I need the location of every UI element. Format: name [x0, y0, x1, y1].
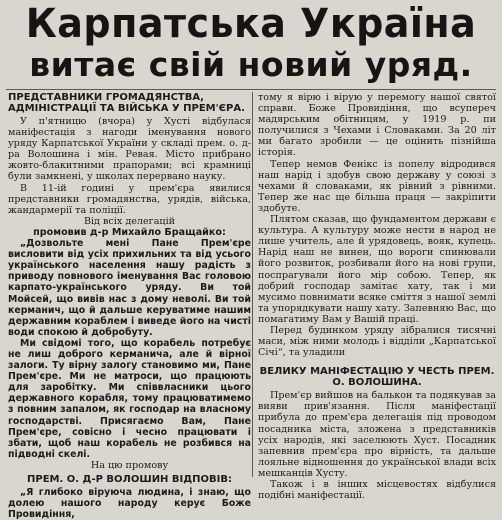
right-paragraph-1: тому я вірю і вірую у перемогу нашої святої справи. Боже Провидіння, що всупереч мадярським обітницям, у 1919 р. пи получилися з Чехами і Словаками. За 20 літ ми багато зробили — це оцінить пізнійша історія. — [258, 92, 496, 159]
left-subhead-2: ПРЕМ. О. Д-Р ВОЛОШИН ВІДПОВІВ: — [27, 474, 232, 485]
column-divider — [252, 92, 253, 477]
right-paragraph-3: Плятом сказав, що фундаментом держави є культура. А культуру може нести в народ не лише учитель, але й урядовець, вояк, купець. Нарід наш не винен, що вороги спинювали його розвиток, розбивали його на нові групи, поспрагували його мір собою. Тепер, як добрий господар замітає хату, так і ми мусимо повнимати всяке сміття з нашої землі та упорядкувати нашу хату. Запевняю Вас, що помагатиму Вам у Вашій праці. — [258, 214, 496, 325]
right-paragraph-5: Прем'єр вийшов на балькон та подякував за вияви прив'язання. Після маніфестації прибула до прем'єра делегація під проводом посадника міста, зложена з представників усіх народів, які заселюють Хуст. Посадник запевнив прем'єра про вірність, та дальше лояльне відношення до української влади всіх мешканців Хусту. — [258, 390, 496, 479]
left-paragraph-1: У п'ятницю (вчора) у Хусті відбулася маніфестація з нагоди іменування нового уряду Карпатської України у складі прем. о. д-ра Волошина і мін. Ревая. Місто прибрано жовто-блакитними прапорами; всі крамниці були замкнені, у школах перервано науку. — [8, 116, 251, 183]
left-column — [8, 92, 251, 520]
right-column — [258, 92, 496, 501]
right-subhead: ВЕЛИКУ МАНІФЕСТАЦІЮ У ЧЕСТЬ ПРЕМ. О. ВОЛОШИНА. — [259, 366, 495, 389]
left-paragraph-4: промовив д-р Михайло Бращайко: — [33, 226, 226, 238]
speech-paragraph-1: „Дозвольте мені Пане Прем'єре висловити від усіх прихильних та від усього українського населення нашу радість з приводу повнового іменування Вас головою карпато-українського уряду. Ви той Мойсей, що вивів нас з дому неволі. Ви той керманич, що й дальше керуватиме нашим державним кораблем і виведе його на чисті води спокою й добробуту. — [8, 238, 251, 338]
left-paragraph-2: В 11-ій годині у прем'єра явилися представники громадянства, урядів, війська, жандармерії та поліції. — [8, 182, 251, 216]
left-paragraph-6: „Я глибоко віруюча людина, і знаю, що долею нашого народу керує Боже Провидіння, — [8, 487, 251, 520]
header-rule — [6, 89, 496, 90]
left-subhead: ПРЕДСТАВНИКИ ГРОМАДЯНСТВА, АДМІНІСТРАЦІЇ ТА ВІЙСЬКА У ПРЕМ'ЄРА. — [8, 92, 245, 114]
left-paragraph-5: На цю промову — [90, 459, 169, 471]
right-paragraph-6: Також і в інших місцевостях відбулися подібні маніфестації. — [258, 479, 496, 502]
right-paragraph-2: Тепер немов Фенікс із попелу відродився наш нарід і здобув свою державу у союзі з чехами й словаками, як рівний з рівними. Тепер же нас ще більша праця — закріпити здобуте. — [258, 158, 496, 214]
headline-line-1: Карпатська Україна — [25, 1, 477, 47]
right-paragraph-4: Перед будинком уряду зібралися тисячні маси, між ними молодь і відділи „Карпатської Січі“, та уладили — [258, 324, 496, 359]
headline-line-2: витає свій новий уряд. — [29, 45, 473, 84]
speech-paragraph-2: Ми свідомі того, що корабель потребує не лиш доброго керманича, але й вірної залоги. Ту вірну залогу становимо ми, Пане Прем'єре. Ми не матроси, що працюють для заробітку. Ми співвласники цього державного корабля, тому працюватимемо з повним запалом, як господар на власному господарстві. Присягаємо Вам, Пане Прем'єре, совісно і чесно працювати і збати, щоб наш корабель не розбився на підводні скелі. — [8, 337, 251, 460]
left-paragraph-3: Від всіх делегацій — [83, 215, 176, 227]
